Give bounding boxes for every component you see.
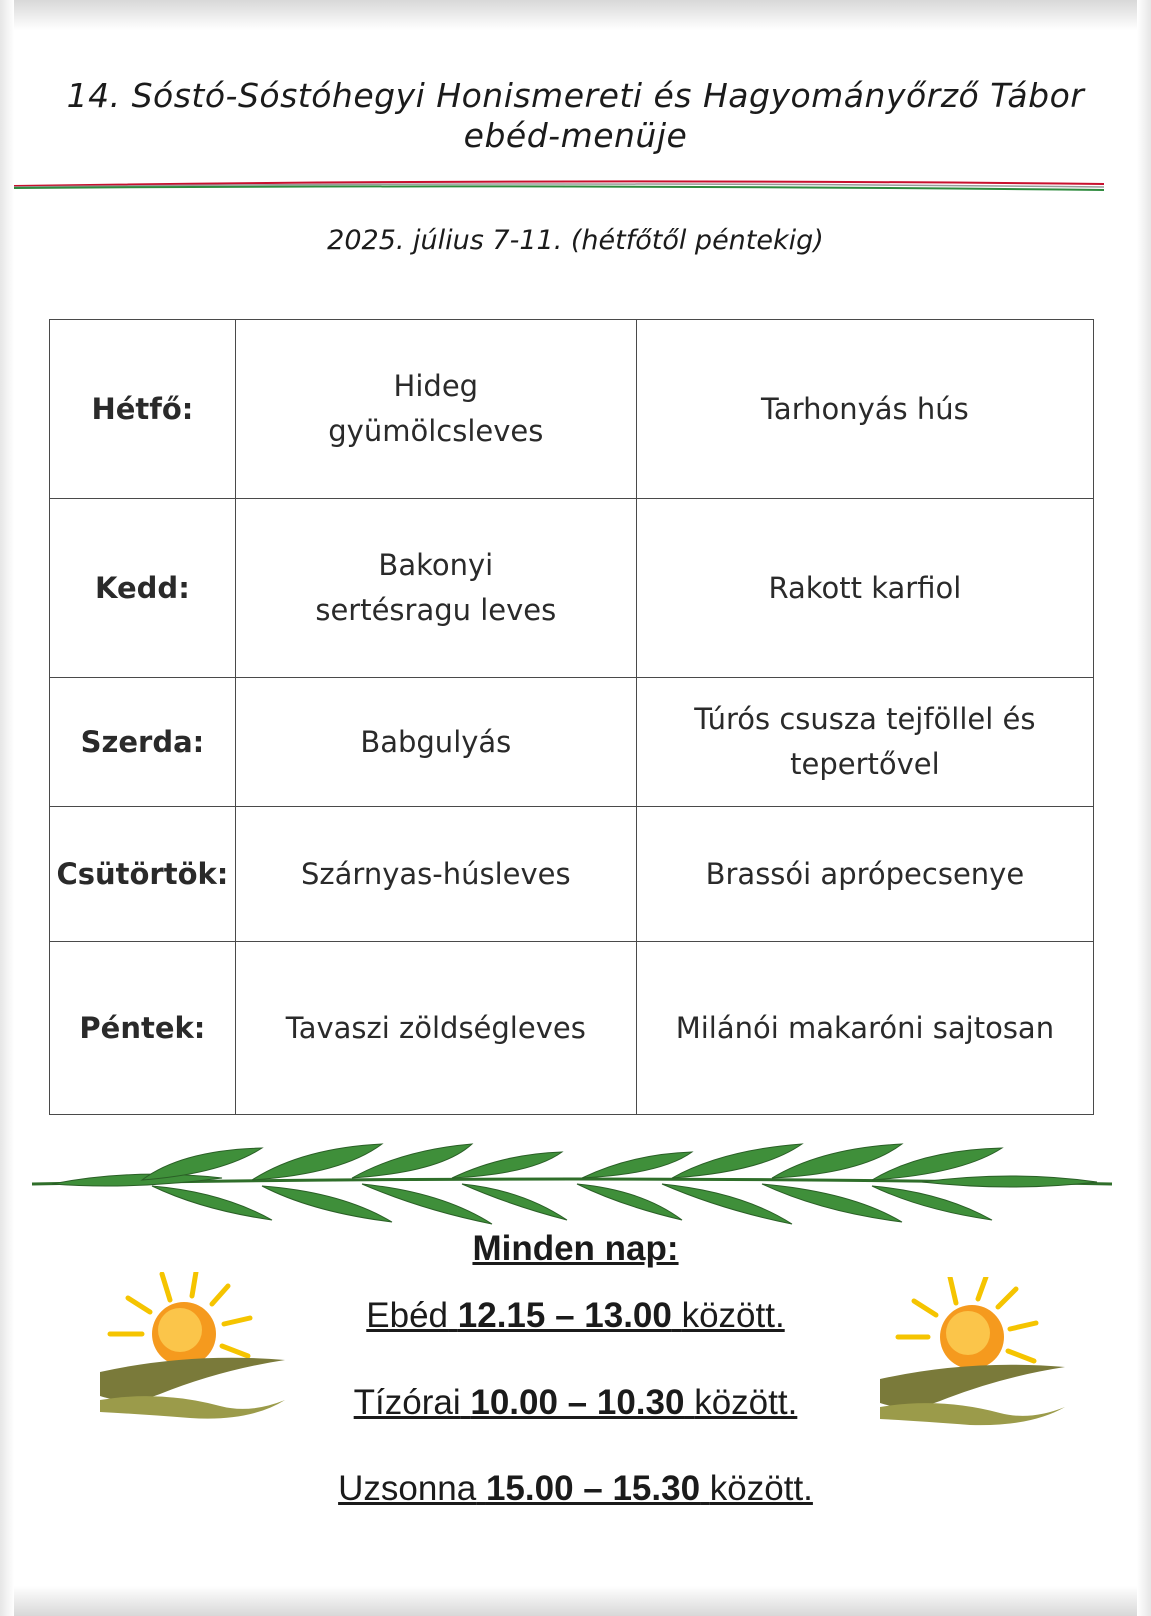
table-row <box>50 942 1094 1115</box>
main-course-cell <box>636 942 1093 1115</box>
schedule-item-brunch <box>0 1383 1151 1423</box>
meal-suffix: között. <box>709 1469 813 1508</box>
meal-label: Tízórai <box>353 1383 461 1422</box>
soup-cell <box>235 942 636 1115</box>
soup-cell <box>235 807 636 942</box>
meal-label: Uzsonna <box>338 1469 477 1508</box>
soup-line: sertésragu leves <box>315 593 557 627</box>
day-cell: Szerda: <box>50 678 236 807</box>
soup-line: Babgulyás <box>360 724 512 759</box>
main-line: tepertővel <box>790 747 940 781</box>
meal-suffix: között. <box>694 1383 798 1422</box>
day-cell: Péntek: <box>50 942 236 1115</box>
soup-line: Tavaszi zöldségleves <box>285 1010 586 1045</box>
main-course-cell <box>636 678 1093 807</box>
title-line-2: ebéd-menüje <box>463 116 688 155</box>
soup-cell <box>235 320 636 499</box>
soup-line: Bakonyi <box>378 548 494 582</box>
main-course-cell <box>636 499 1093 678</box>
soup-cell <box>235 499 636 678</box>
main-line: Milánói makaróni sajtosan <box>675 1010 1055 1045</box>
page-shadow-top <box>0 0 1151 30</box>
main-line: Túrós csusza tejföllel és <box>694 702 1036 736</box>
main-line: Tarhonyás hús <box>761 391 969 426</box>
date-range: 2025. július 7-11. (hétfőtől péntekig) <box>327 225 824 256</box>
main-line: Rakott karfiol <box>768 570 962 605</box>
main-course-cell <box>636 807 1093 942</box>
page-shadow-bottom <box>0 1586 1151 1616</box>
soup-cell <box>235 678 636 807</box>
table-row <box>50 678 1094 807</box>
leaf-branch-icon <box>22 1140 1122 1230</box>
table-row <box>50 320 1094 499</box>
soup-line: Hideg <box>393 369 479 403</box>
soup-line: Szárnyas-húsleves <box>301 856 571 891</box>
day-cell: Csütörtök: <box>50 807 236 942</box>
title-line-1: 14. Sóstó-Sóstóhegyi Honismereti és Hagyományőrző Tábor <box>66 76 1085 115</box>
main-course-cell <box>636 320 1093 499</box>
schedule-item-lunch <box>0 1296 1151 1336</box>
main-line: Brassói aprópecsenye <box>705 856 1025 891</box>
meal-time: 12.15 – 13.00 <box>457 1296 672 1335</box>
table-row <box>50 807 1094 942</box>
table-row <box>50 499 1094 678</box>
soup-line: gyümölcsleves <box>328 414 544 448</box>
schedule-item-snack <box>0 1469 1151 1509</box>
meal-suffix: között. <box>681 1296 785 1335</box>
meal-time: 15.00 – 15.30 <box>485 1469 701 1508</box>
day-cell: Hétfő: <box>50 320 236 499</box>
meal-label: Ebéd <box>366 1296 449 1335</box>
meal-time: 10.00 – 10.30 <box>470 1383 685 1422</box>
menu-table <box>49 319 1094 1115</box>
schedule-heading: Minden nap: <box>472 1229 679 1268</box>
flag-divider-icon <box>14 180 1104 194</box>
day-cell: Kedd: <box>50 499 236 678</box>
page-title <box>40 76 1111 156</box>
